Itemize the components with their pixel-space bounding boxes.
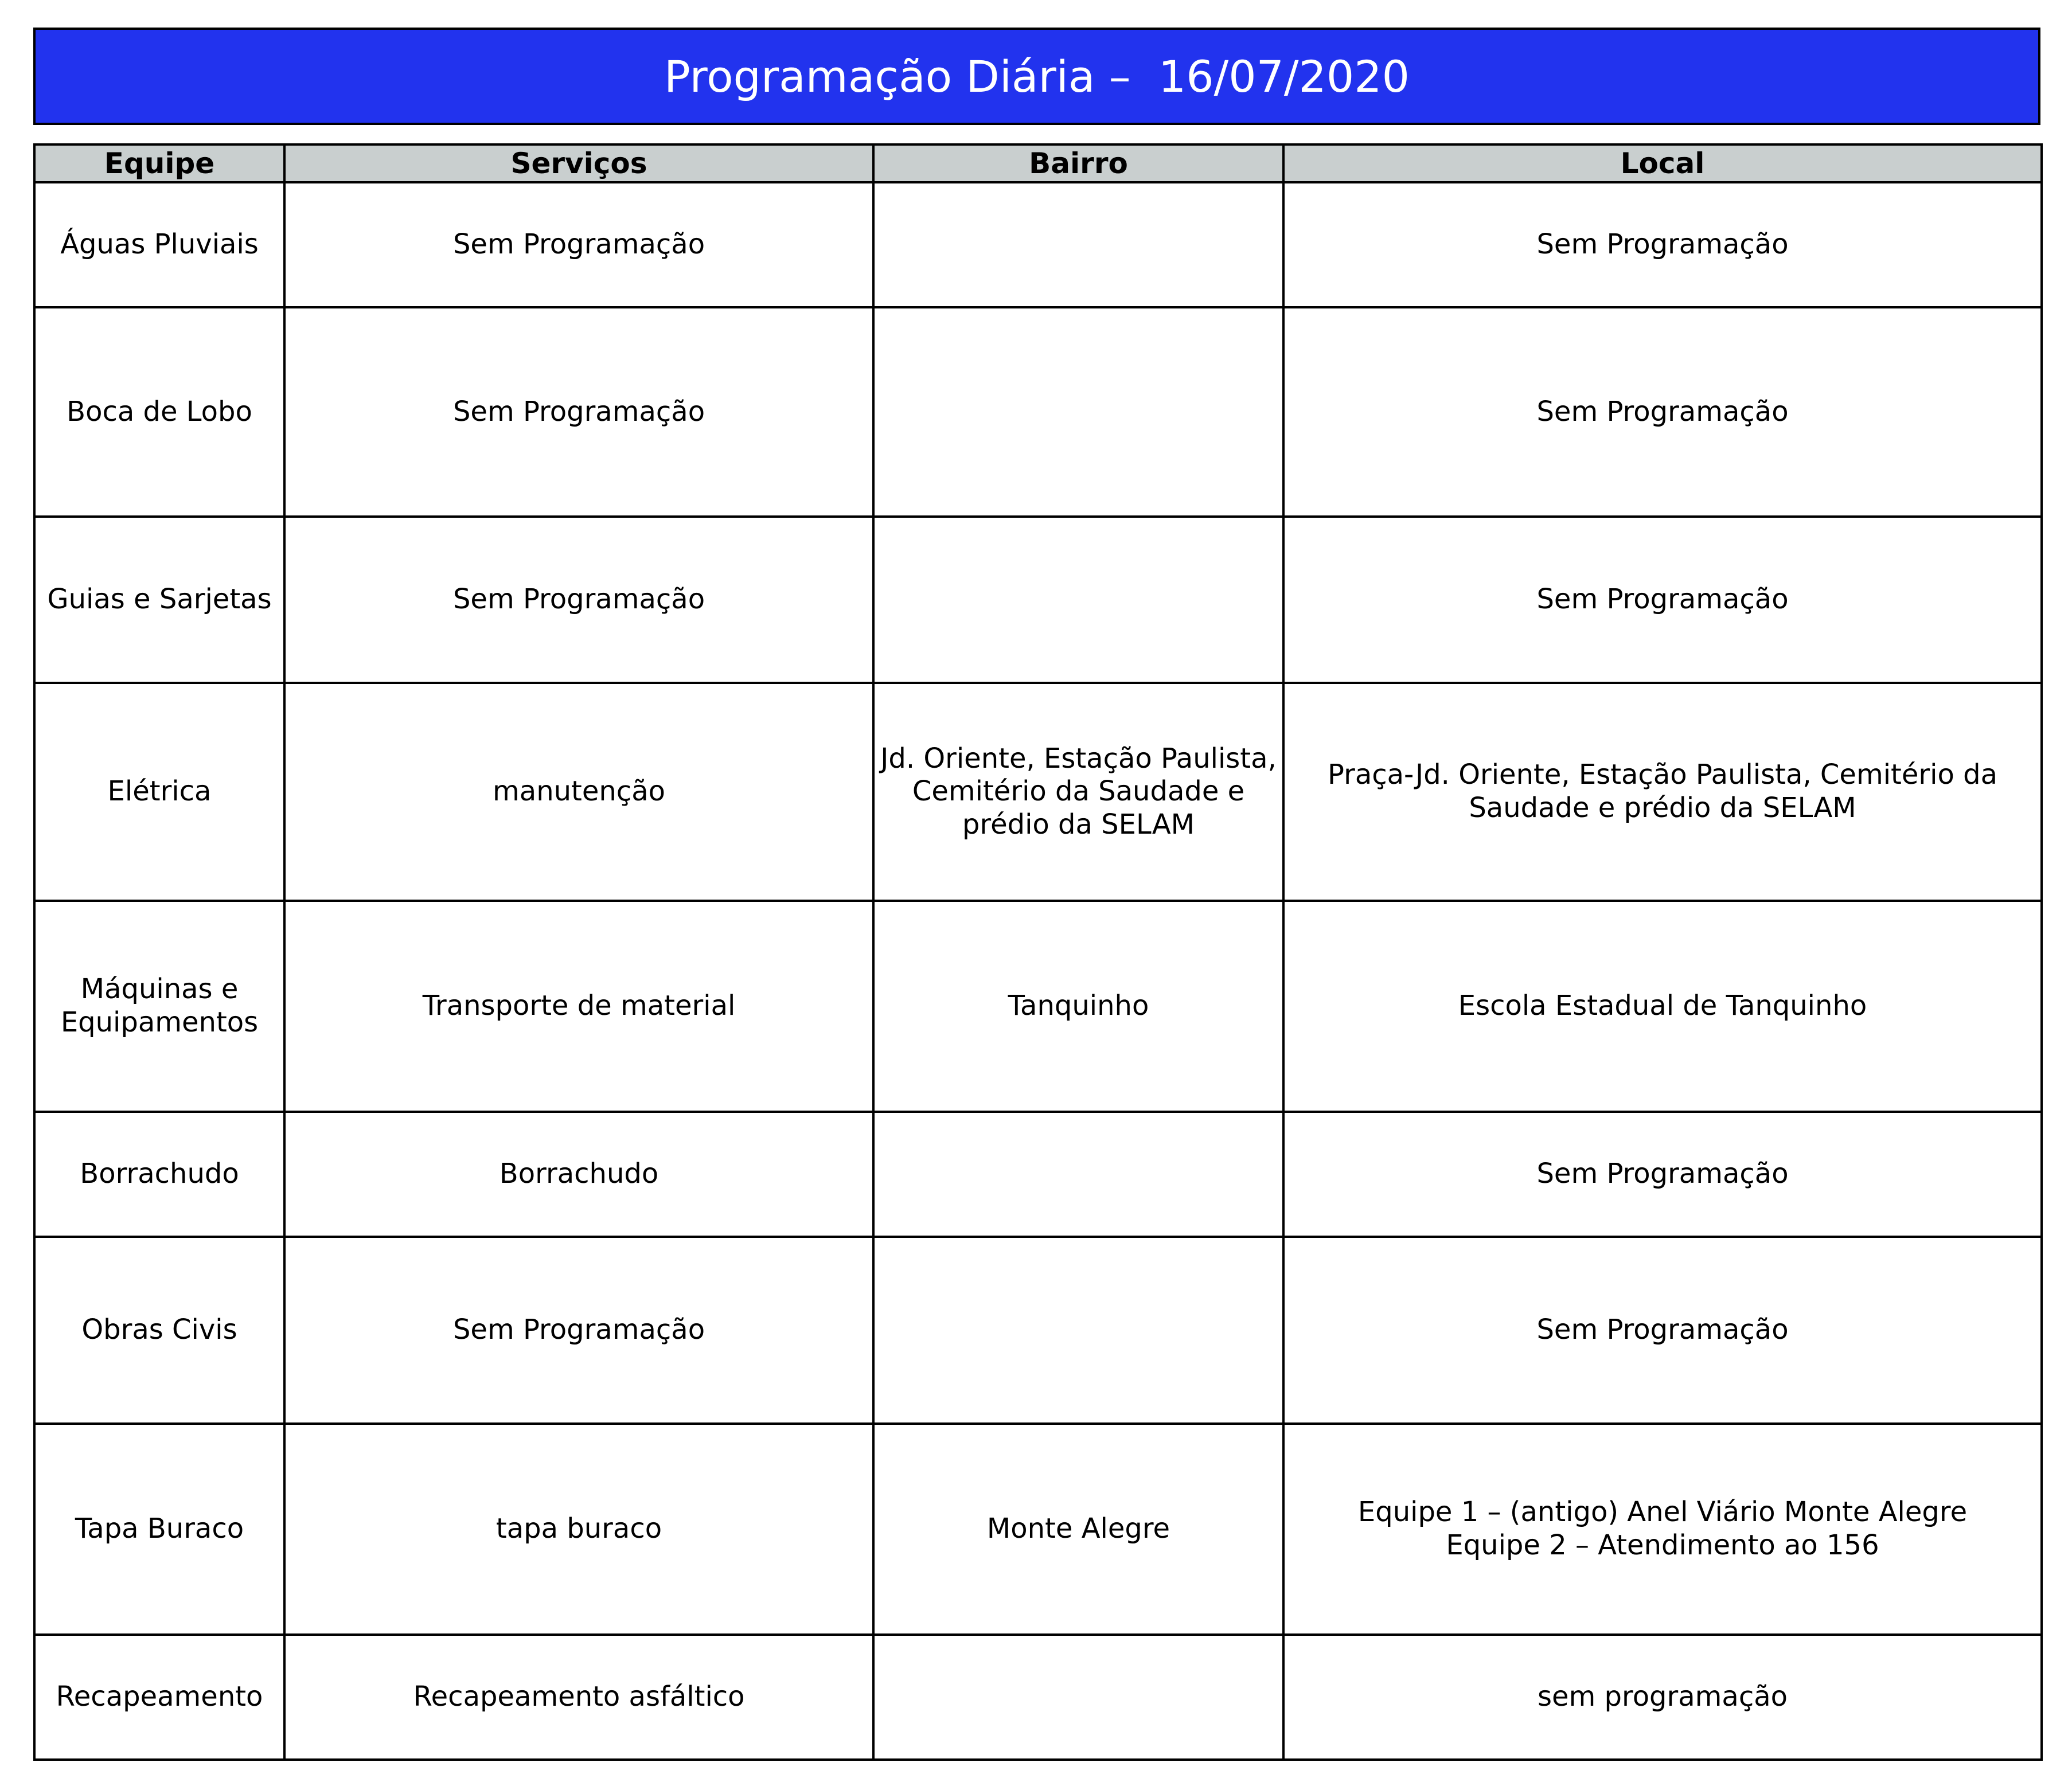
cell-equipe: Máquinas e Equipamentos (34, 901, 284, 1112)
cell-bairro (873, 182, 1283, 307)
cell-local: Equipe 1 – (antigo) Anel Viário Monte Alegre Equipe 2 – Atendimento ao 156 (1283, 1424, 2042, 1635)
cell-equipe: Guias e Sarjetas (34, 517, 284, 683)
table-row (34, 683, 2042, 901)
cell-bairro (873, 307, 1283, 517)
page-title: Programação Diária – 16/07/2020 (33, 28, 2040, 125)
cell-servicos: Sem Programação (284, 182, 873, 307)
table-header-row (34, 144, 2042, 182)
table-row (34, 307, 2042, 517)
cell-bairro: Tanquinho (873, 901, 1283, 1112)
cell-bairro: Monte Alegre (873, 1424, 1283, 1635)
table-row (34, 1112, 2042, 1237)
cell-local: Sem Programação (1283, 1112, 2042, 1237)
cell-local: Sem Programação (1283, 182, 2042, 307)
cell-local: Sem Programação (1283, 307, 2042, 517)
cell-local: Praça-Jd. Oriente, Estação Paulista, Cemitério da Saudade e prédio da SELAM (1283, 683, 2042, 901)
table-row (34, 1237, 2042, 1424)
cell-servicos: Sem Programação (284, 517, 873, 683)
cell-servicos: Sem Programação (284, 1237, 873, 1424)
cell-servicos: Recapeamento asfáltico (284, 1635, 873, 1760)
header-equipe: Equipe (34, 144, 284, 182)
cell-equipe: Tapa Buraco (34, 1424, 284, 1635)
cell-equipe: Elétrica (34, 683, 284, 901)
cell-servicos: Sem Programação (284, 307, 873, 517)
table-row (34, 517, 2042, 683)
cell-bairro (873, 1112, 1283, 1237)
cell-local: sem programação (1283, 1635, 2042, 1760)
table-row (34, 182, 2042, 307)
cell-local: Sem Programação (1283, 1237, 2042, 1424)
header-local: Local (1283, 144, 2042, 182)
cell-equipe: Recapeamento (34, 1635, 284, 1760)
cell-local: Sem Programação (1283, 517, 2042, 683)
cell-local: Escola Estadual de Tanquinho (1283, 901, 2042, 1112)
cell-servicos: Borrachudo (284, 1112, 873, 1237)
table-row (34, 1424, 2042, 1635)
cell-equipe: Boca de Lobo (34, 307, 284, 517)
header-bairro: Bairro (873, 144, 1283, 182)
cell-bairro: Jd. Oriente, Estação Paulista, Cemitério da Saudade e prédio da SELAM (873, 683, 1283, 901)
cell-bairro (873, 1635, 1283, 1760)
cell-equipe: Obras Civis (34, 1237, 284, 1424)
cell-servicos: manutenção (284, 683, 873, 901)
cell-equipe: Borrachudo (34, 1112, 284, 1237)
table-row (34, 1635, 2042, 1760)
cell-servicos: tapa buraco (284, 1424, 873, 1635)
table-row (34, 901, 2042, 1112)
cell-bairro (873, 517, 1283, 683)
cell-bairro (873, 1237, 1283, 1424)
header-servicos: Serviços (284, 144, 873, 182)
schedule-table (33, 143, 2043, 1761)
cell-servicos: Transporte de material (284, 901, 873, 1112)
cell-equipe: Águas Pluviais (34, 182, 284, 307)
